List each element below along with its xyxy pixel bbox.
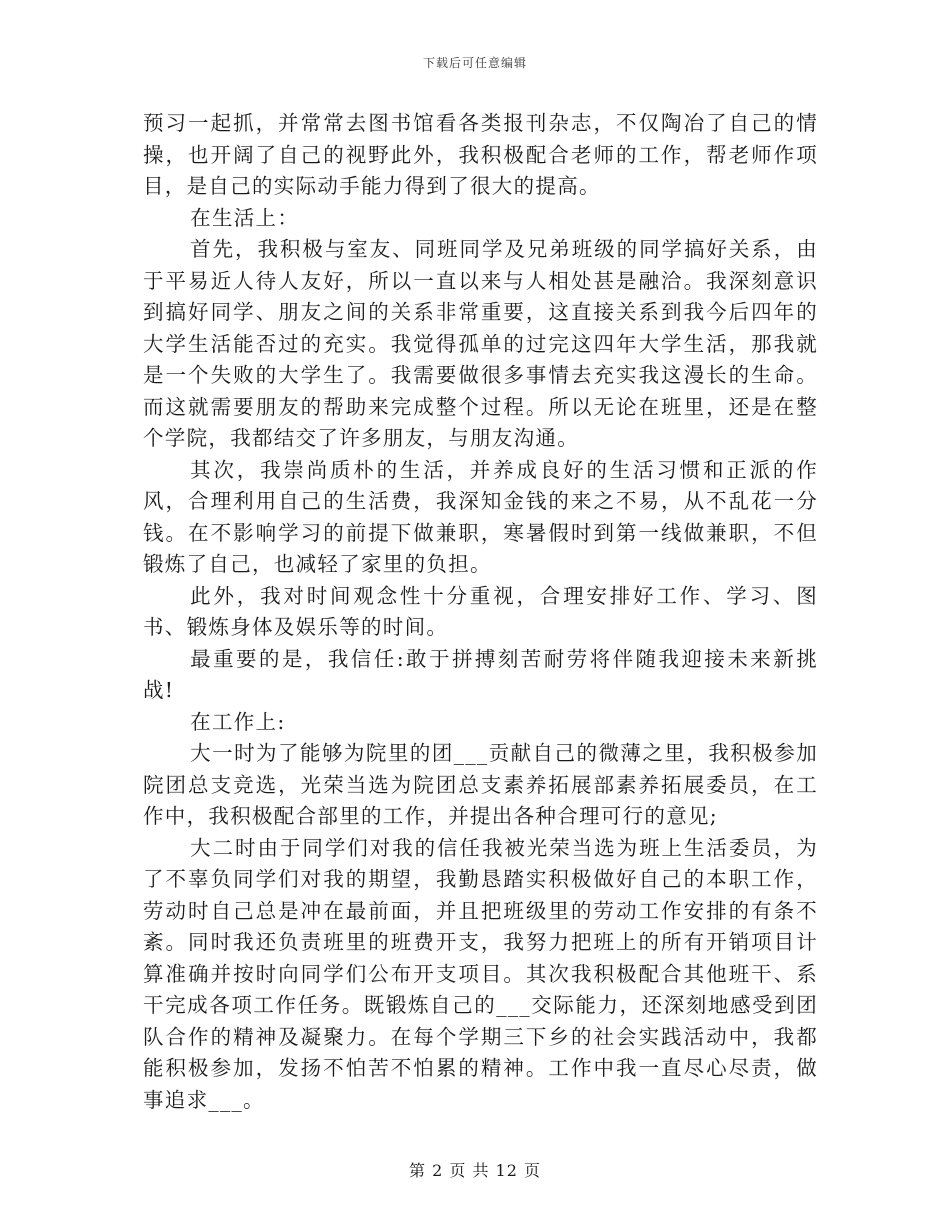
paragraph-motto: 最重要的是，我信任:敢于拼搏刻苦耐劳将伴随我迎接未来新挑战! [143, 646, 818, 702]
paragraph-lifestyle: 其次，我崇尚质朴的生活，并养成良好的生活习惯和正派的作风，合理利用自己的生活费，我深知金钱的来之不易，从不乱花一分钱。在不影响学习的前提下做兼职，寒暑假时到第一线做兼职，不但锻炼了自己，也减轻了家里的负担。 [143, 457, 818, 576]
paragraph-time: 此外，我对时间观念性十分重视，合理安排好工作、学习、图书、锻炼身体及娱乐等的时间。 [143, 583, 818, 639]
page-header: 下载后可任意编辑 [422, 56, 527, 70]
paragraph-1: 预习一起抓，并常常去图书馆看各类报刊杂志，不仅陶冶了自己的情操，也开阔了自己的视野此外，我积极配合老师的工作，帮老师作项目，是自己的实际动手能力得到了很大的提高。 [143, 111, 818, 198]
paragraph-relationships: 首先，我积极与室友、同班同学及兄弟班级的同学搞好关系，由于平易近人待人友好，所以一直以来与人相处甚是融洽。我深刻意识到搞好同学、朋友之间的关系非常重要，这直接关系到我今后四年的大学生活能否过的充实。我觉得孤单的过完这四年大学生活，那我就是一个失败的大学生了。我需要做很多事情去充实我这漫长的生命。而这就需要朋友的帮助来完成整个过程。所以无论在班里，还是在整个学院，我都结交了许多朋友，与朋友沟通。 [143, 237, 818, 450]
document-body [143, 108, 818, 1116]
section-heading-work: 在工作上: [190, 709, 286, 734]
paragraph-first-year: 大一时为了能够为院里的团___贡献自己的微薄之里，我积极参加院团总支竞选，光荣当选为院团总支素养拓展部素养拓展委员，在工作中，我积极配合部里的工作，并提出各种合理可行的意见; [143, 741, 818, 828]
paragraph-second-year: 大二时由于同学们对我的信任我被光荣当选为班上生活委员，为了不辜负同学们对我的期望，我勤恳踏实积极做好自己的本职工作，劳动时自己总是冲在最前面，并且把班级里的劳动工作安排的有条不紊。同时我还负责班里的班费开支，我努力把班上的所有开销项目计算准确并按时向同学们公布开支项目。其次我积极配合其他班干、系干完成各项工作任务。既锻炼自己的___交际能力，还深刻地感受到团队合作的精神及凝聚力。在每个学期三下乡的社会实践活动中，我都能积极参加，发扬不怕苦不怕累的精神。工作中我一直尽心尽责，做事追求___。 [143, 835, 818, 1112]
section-heading-life: 在生活上： [190, 205, 300, 230]
page-number: 第 2 页 共 12 页 [409, 1161, 541, 1180]
